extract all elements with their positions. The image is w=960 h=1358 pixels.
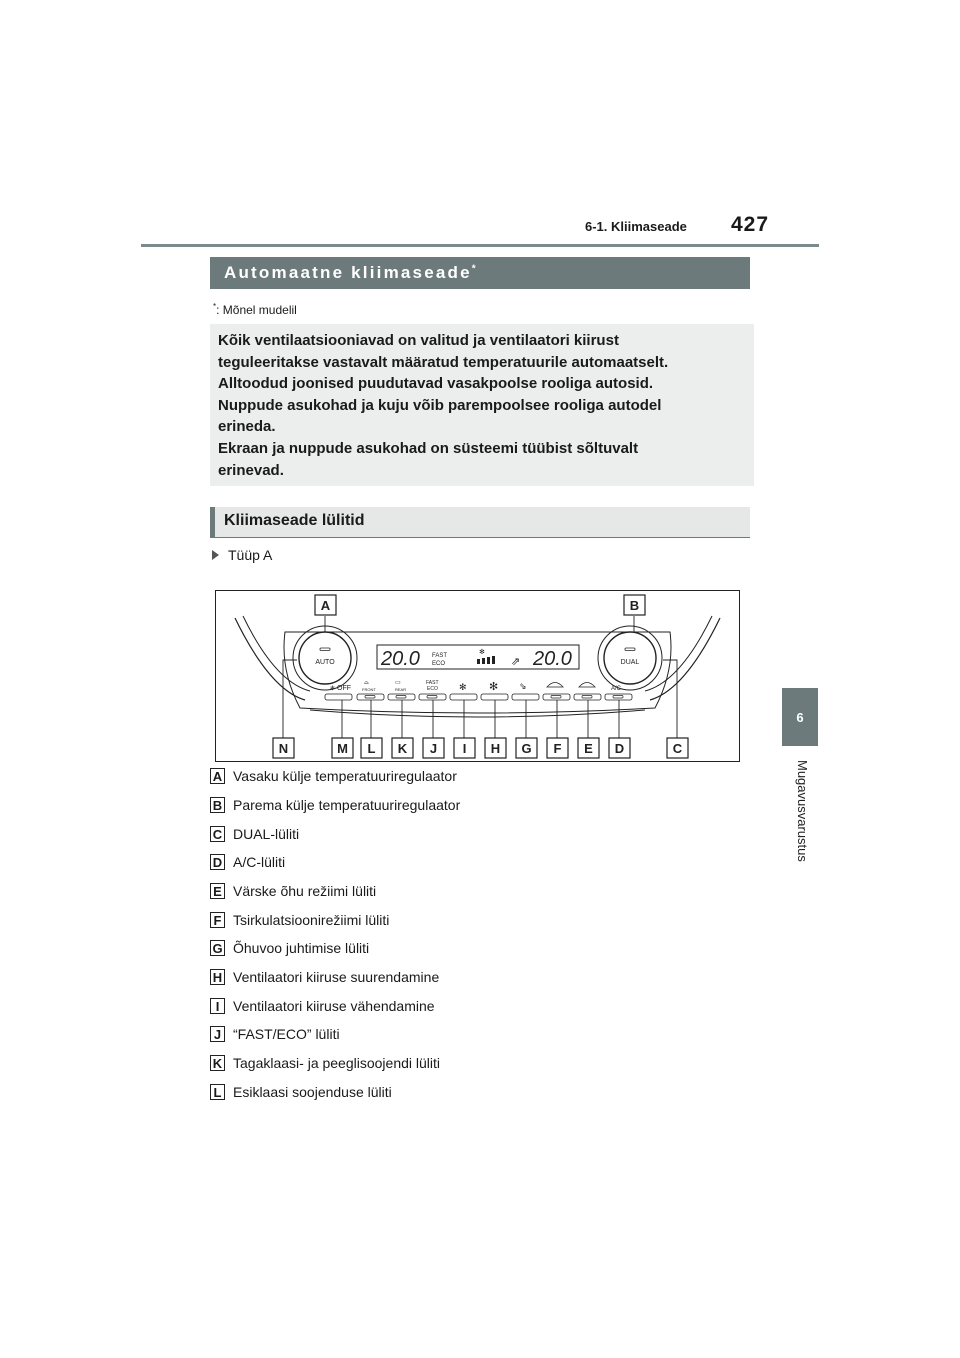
fan-up-icon: ✻ [489,681,499,693]
fan-down-icon: ✻ [459,682,467,692]
right-knob [604,632,656,684]
front-defrost-icon: ⌓ [364,680,369,686]
chapter-tab: 6 [782,688,818,746]
legend-item [210,797,630,815]
legend-text: Esiklaasi soojenduse lüliti [233,1084,392,1100]
left-temp-display: 20.0 [381,648,420,670]
footnote [213,302,297,317]
right-temp-display: 20.0 [533,648,572,670]
front-label: FRONT [362,687,376,692]
intro-line: Alltoodud joonised puudutavad vasakpoolse rooliga autosid. [218,375,654,393]
ac-button-label: A/C [611,686,622,692]
legend-text: Tsirkulatsioonirežiimi lüliti [233,912,390,928]
climate-panel-diagram [215,590,740,762]
legend-key: L [210,1084,225,1100]
off-label-text: OFF [337,685,351,692]
legend-text: A/C-lüliti [233,854,286,870]
legend-key: D [210,854,225,870]
legend-item [210,768,630,786]
page-number: 427 [731,213,770,236]
legend-item [210,854,630,872]
airflow-mode-icon: ⇘ [519,681,527,691]
recirculation-button [543,694,570,700]
section-heading: 6-1. Kliimaseade [585,219,687,234]
rear-label: REAR [395,687,407,692]
legend-text: Parema külje temperatuuriregulaator [233,797,461,813]
fresh-air-button [574,694,601,700]
fast-indicator: FAST [432,653,448,659]
intro-line: erineda. [218,418,276,436]
off-button-label: ✻ [330,686,336,692]
callout-l: L [367,741,376,756]
callout-i: I [462,741,467,756]
callout-m: M [337,741,348,756]
callout-k: K [397,741,408,756]
fan-up-button [481,694,508,700]
legend-text: “FAST/ECO” lüliti [233,1026,340,1042]
intro-line: erinevad. [218,461,284,479]
legend-key: J [210,1026,225,1042]
auto-label: AUTO [315,659,335,666]
fan-display-icon: ✻ [479,649,485,656]
intro-line: Ekraan ja nuppude asukohad on süsteemi tüübist sõltuvalt [218,439,639,457]
fan-bar [482,658,485,664]
legend-item [210,969,630,987]
legend-item [210,826,630,844]
legend-item [210,883,630,901]
legend-text: Värske õhu režiimi lüliti [233,883,377,899]
legend-item [210,998,630,1016]
legend-key: A [210,768,225,784]
fast-button-label: FAST [426,680,439,686]
footnote-text: : Mõnel mudelil [216,303,297,317]
dual-label: DUAL [620,659,640,666]
header-rule [141,244,819,247]
intro-box [210,324,754,486]
legend-text: Vasaku külje temperatuuriregulaator [233,768,457,784]
legend-key: I [210,998,225,1014]
fast-eco-button [419,694,446,700]
title-text: Automaatne kliimaseade [224,263,472,282]
callout-g: G [521,741,532,756]
callout-b: B [629,598,640,613]
callout-n: N [278,741,289,756]
legend-key: E [210,883,225,899]
fan-down-button [450,694,477,700]
type-label-text: Tüüp A [228,547,273,563]
legend-item [210,1084,630,1102]
title-marker: * [471,263,476,275]
legend-key: C [210,826,225,842]
callout-e: E [584,741,593,756]
intro-line: Nuppude asukohad ja kuju võib parempoolsee rooliga autodel [218,396,662,414]
eco-button-label: ECO [427,686,438,692]
section-title: Kliimaseade lülitid [210,507,750,538]
type-label [212,547,272,563]
legend-item [210,1026,630,1044]
intro-line: Kõik ventilaatsiooniavad on valitud ja ventilaatori kiirust [218,332,619,349]
legend-key: F [210,912,225,928]
triangle-bullet-icon [212,550,219,560]
legend-text: Tagaklaasi- ja peeglisoojendi lüliti [233,1055,441,1071]
callout-d: D [614,741,625,756]
legend-key: H [210,969,225,985]
intro-line: teguleeritakse vastavalt määratud temperatuurile automaatselt. [218,353,669,371]
legend-item [210,1055,630,1073]
fan-bar [492,656,495,664]
legend-key: B [210,797,225,813]
legend-text: DUAL-lüliti [233,826,300,842]
callout-j: J [429,741,438,756]
airflow-button [512,694,539,700]
rear-defrost-icon: ▭ [395,680,401,686]
fan-bar [477,659,480,664]
page-title [210,257,750,289]
callout-f: F [553,741,562,756]
diagram-frame [216,591,740,762]
front-defrost-button [357,694,384,700]
fan-bar [487,657,490,664]
left-knob [299,632,351,684]
legend-key: K [210,1055,225,1071]
callout-c: C [672,741,683,756]
legend-text: Õhuvoo juhtimise lüliti [233,940,370,956]
legend-text: Ventilaatori kiiruse vähendamine [233,998,435,1014]
legend-text: Ventilaatori kiiruse suurendamine [233,969,440,985]
legend-key: G [210,940,225,956]
legend-item [210,912,630,930]
airflow-display-icon: ⇗ [511,656,521,668]
chapter-label: Mugavusvarustus [795,760,810,862]
footnote-marker: * [213,302,217,311]
legend-item [210,940,630,958]
off-button [325,694,352,700]
callout-a: A [320,598,331,613]
callout-h: H [490,741,501,756]
ac-button [605,694,632,700]
eco-indicator: ECO [432,661,446,667]
rear-defrost-button [388,694,415,700]
